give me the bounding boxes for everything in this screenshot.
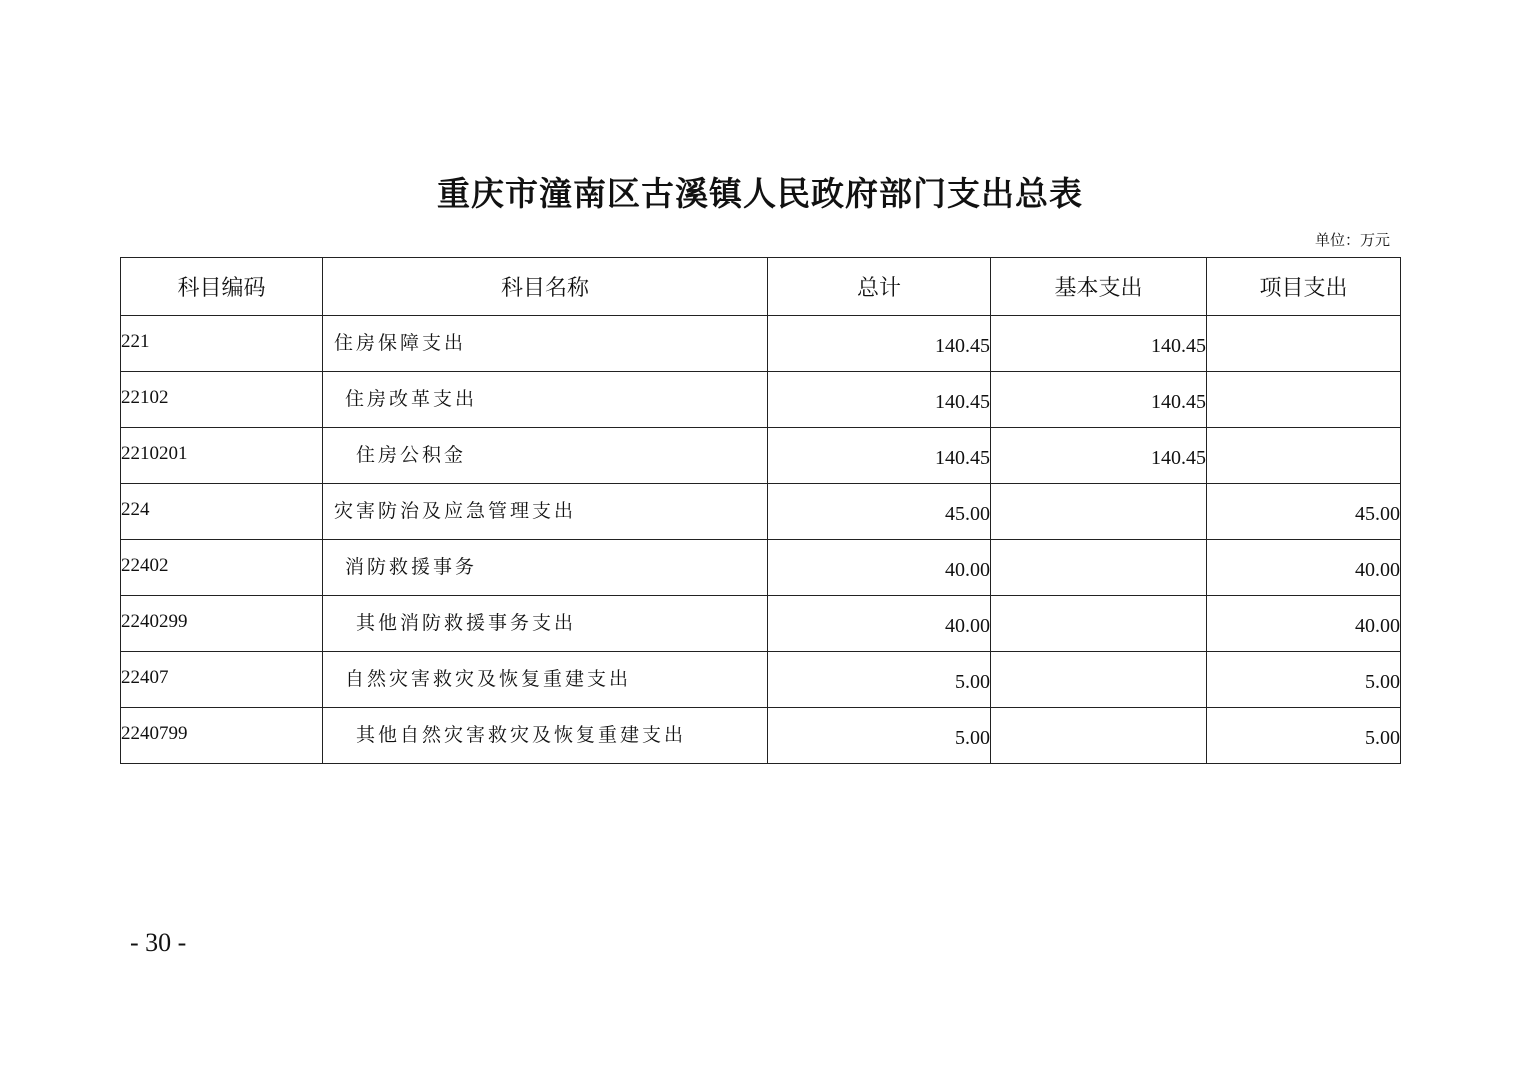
cell-total: 140.45: [768, 372, 991, 428]
cell-total: 140.45: [768, 316, 991, 372]
table-row: [121, 372, 1401, 428]
cell-name: 其他自然灾害救灾及恢复重建支出: [323, 708, 768, 764]
cell-name: 住房保障支出: [323, 316, 768, 372]
cell-basic: 140.45: [991, 372, 1207, 428]
cell-name: 住房公积金: [323, 428, 768, 484]
cell-project: [1207, 372, 1401, 428]
page-number: - 30 -: [130, 928, 187, 957]
header-basic: 基本支出: [991, 258, 1207, 316]
cell-code: 2210201: [121, 428, 323, 484]
cell-basic: 140.45: [991, 316, 1207, 372]
cell-code: 224: [121, 484, 323, 540]
cell-code: 22402: [121, 540, 323, 596]
header-total: 总计: [768, 258, 991, 316]
cell-name: 消防救援事务: [323, 540, 768, 596]
cell-project: 40.00: [1207, 596, 1401, 652]
cell-basic: [991, 540, 1207, 596]
table-row: [121, 428, 1401, 484]
table-row: [121, 708, 1401, 764]
table-row: [121, 540, 1401, 596]
cell-total: 40.00: [768, 596, 991, 652]
header-project: 项目支出: [1207, 258, 1401, 316]
cell-name: 其他消防救援事务支出: [323, 596, 768, 652]
table-row: [121, 652, 1401, 708]
table-row: [121, 316, 1401, 372]
cell-project: 40.00: [1207, 540, 1401, 596]
cell-total: 45.00: [768, 484, 991, 540]
cell-project: 45.00: [1207, 484, 1401, 540]
cell-total: 5.00: [768, 708, 991, 764]
cell-total: 40.00: [768, 540, 991, 596]
expenditure-table: [120, 257, 1401, 764]
cell-project: [1207, 428, 1401, 484]
table-row: [121, 484, 1401, 540]
cell-code: 221: [121, 316, 323, 372]
header-code: 科目编码: [121, 258, 323, 316]
cell-basic: [991, 652, 1207, 708]
cell-code: 2240799: [121, 708, 323, 764]
cell-code: 22407: [121, 652, 323, 708]
cell-basic: 140.45: [991, 428, 1207, 484]
cell-code: 2240299: [121, 596, 323, 652]
cell-project: 5.00: [1207, 652, 1401, 708]
cell-name: 自然灾害救灾及恢复重建支出: [323, 652, 768, 708]
header-name: 科目名称: [323, 258, 768, 316]
cell-total: 5.00: [768, 652, 991, 708]
cell-total: 140.45: [768, 428, 991, 484]
cell-basic: [991, 708, 1207, 764]
cell-name: 住房改革支出: [323, 372, 768, 428]
cell-basic: [991, 484, 1207, 540]
cell-name: 灾害防治及应急管理支出: [323, 484, 768, 540]
page-title: 重庆市潼南区古溪镇人民政府部门支出总表: [437, 174, 1083, 213]
cell-basic: [991, 596, 1207, 652]
cell-project: [1207, 316, 1401, 372]
unit-label: 单位：万元: [1314, 231, 1390, 249]
cell-project: 5.00: [1207, 708, 1401, 764]
cell-code: 22102: [121, 372, 323, 428]
table-row: [121, 596, 1401, 652]
table-header-row: [121, 258, 1401, 316]
